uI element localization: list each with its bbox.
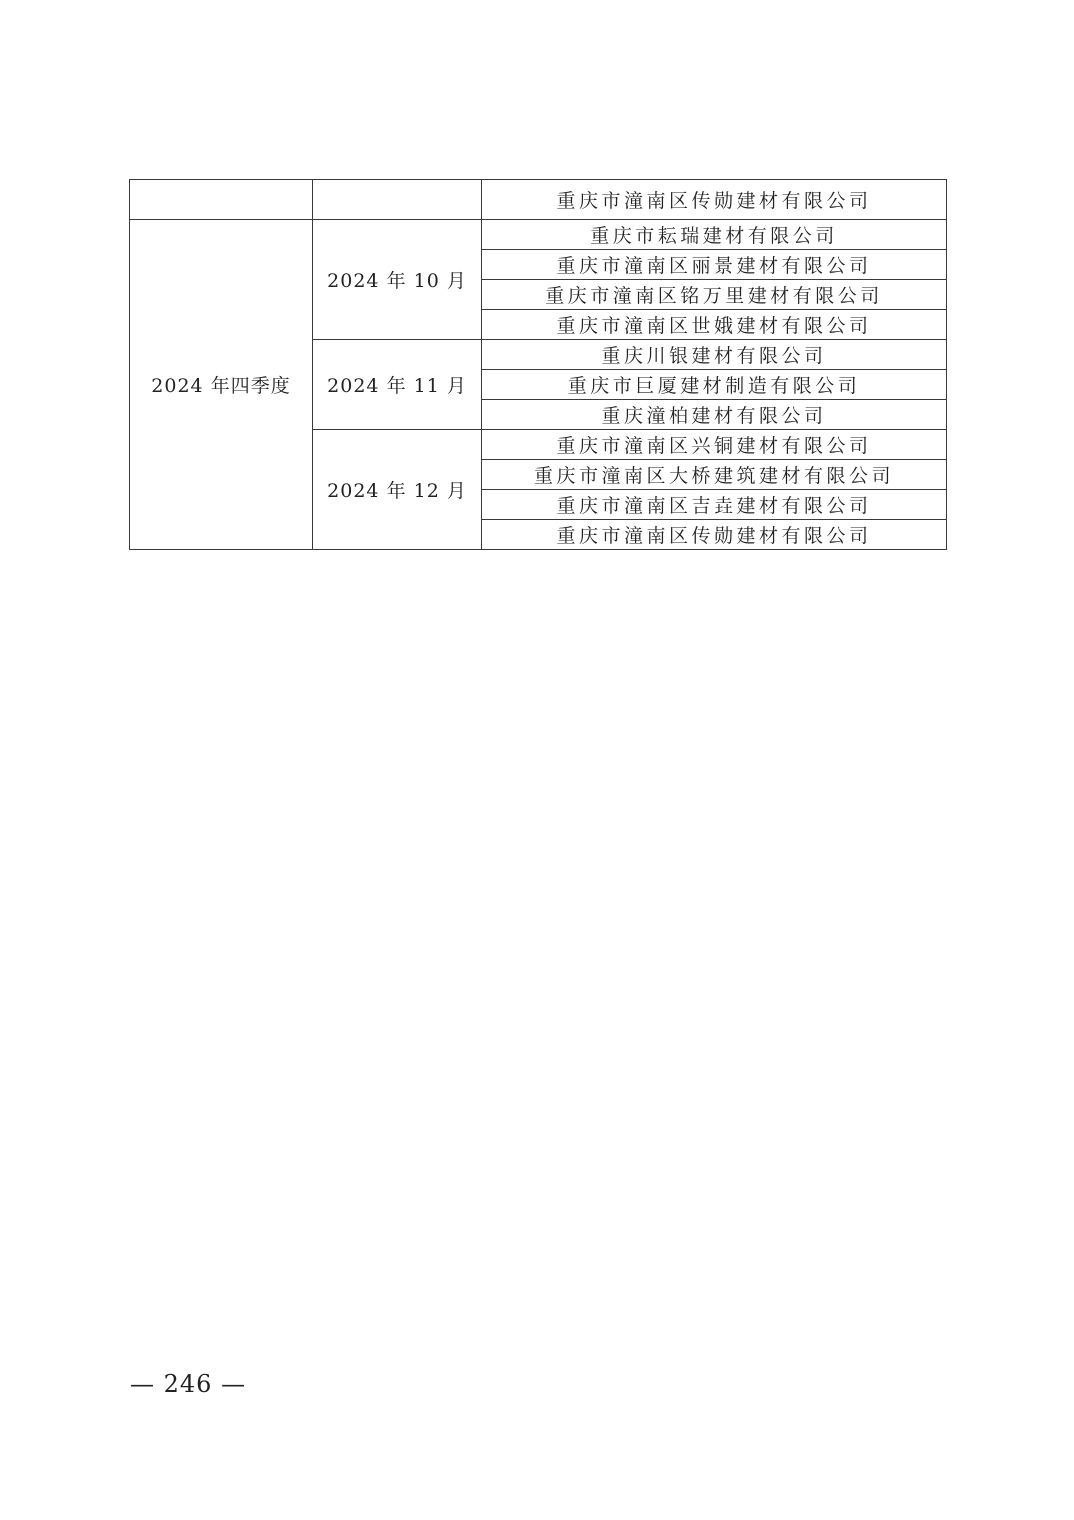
table-row [130,220,947,250]
month-cell-november: 2024 年 11 月 [313,340,482,430]
page-number: — 246 — [130,1370,247,1398]
company-cell: 重庆市潼南区铭万里建材有限公司 [482,280,947,310]
quarter-cell-empty [130,180,313,220]
company-cell: 重庆市潼南区传勋建材有限公司 [482,520,947,550]
company-cell: 重庆市巨厦建材制造有限公司 [482,370,947,400]
company-cell: 重庆市潼南区传勋建材有限公司 [482,180,947,220]
month-cell-october: 2024 年 10 月 [313,220,482,340]
company-cell: 重庆川银建材有限公司 [482,340,947,370]
company-table [129,179,947,550]
month-cell-december: 2024 年 12 月 [313,430,482,550]
company-cell: 重庆市潼南区大桥建筑建材有限公司 [482,460,947,490]
company-cell: 重庆市耘瑞建材有限公司 [482,220,947,250]
company-cell: 重庆市潼南区世娥建材有限公司 [482,310,947,340]
company-cell: 重庆市潼南区兴铜建材有限公司 [482,430,947,460]
table-row [130,180,947,220]
company-cell: 重庆潼柏建材有限公司 [482,400,947,430]
quarter-cell: 2024 年四季度 [130,220,313,550]
company-cell: 重庆市潼南区丽景建材有限公司 [482,250,947,280]
company-cell: 重庆市潼南区吉垚建材有限公司 [482,490,947,520]
month-cell-empty [313,180,482,220]
